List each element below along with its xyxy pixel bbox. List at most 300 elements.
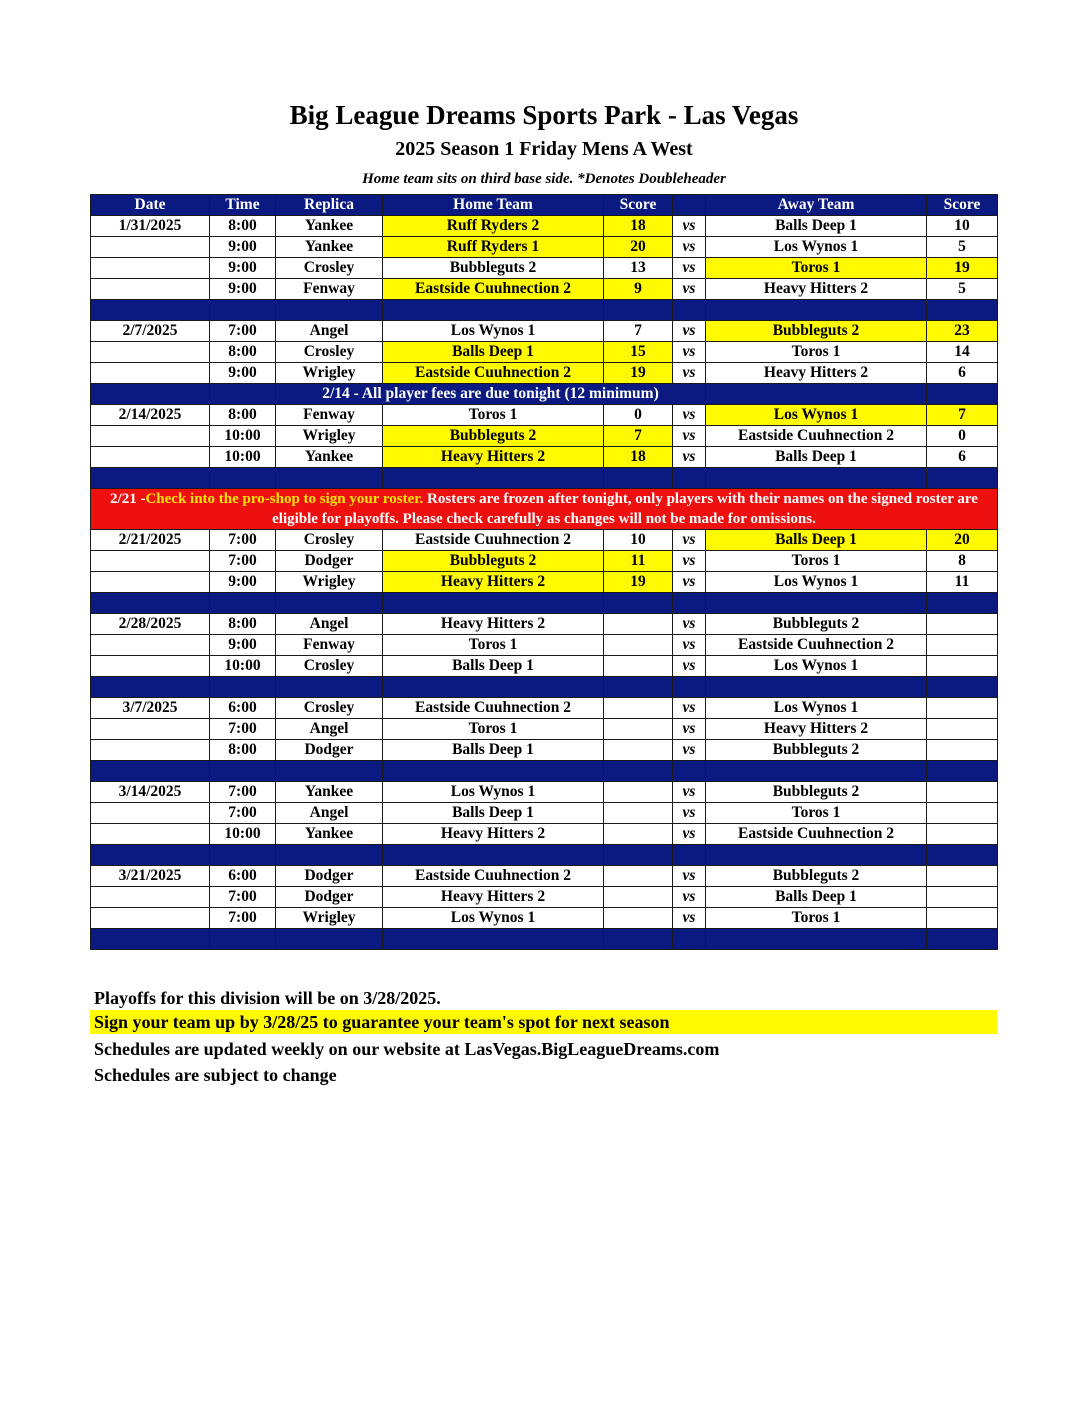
home-team-cell: Bubbleguts 2 [383,258,604,279]
field-cell: Wrigley [276,363,383,384]
vs-cell: vs [673,908,706,929]
date-cell [91,824,210,845]
away-team-cell: Balls Deep 1 [706,447,927,468]
separator-cell [276,761,383,782]
away-score-cell [927,635,998,656]
time-cell: 8:00 [210,405,276,426]
away-score-cell [927,908,998,929]
away-team-cell: Los Wynos 1 [706,237,927,258]
home-score-cell [604,782,673,803]
field-cell: Crosley [276,342,383,363]
date-cell [91,447,210,468]
away-team-cell: Bubbleguts 2 [706,614,927,635]
date-cell: 2/14/2025 [91,405,210,426]
column-header: Time [210,195,276,216]
separator-cell [210,677,276,698]
table-row [91,216,998,237]
vs-cell: vs [673,887,706,908]
time-cell: 9:00 [210,572,276,593]
field-cell: Fenway [276,635,383,656]
home-score-cell: 18 [604,216,673,237]
time-cell: 7:00 [210,321,276,342]
field-cell: Crosley [276,656,383,677]
time-cell: 9:00 [210,258,276,279]
time-cell: 6:00 [210,698,276,719]
separator-cell [210,929,276,950]
away-team-cell: Toros 1 [706,342,927,363]
field-cell: Crosley [276,258,383,279]
home-team-cell: Ruff Ryders 2 [383,216,604,237]
column-header: Date [91,195,210,216]
table-row [91,342,998,363]
separator-cell [276,677,383,698]
away-score-cell: 6 [927,363,998,384]
field-cell: Angel [276,719,383,740]
home-score-cell [604,824,673,845]
date-cell: 3/14/2025 [91,782,210,803]
separator-cell [706,300,927,321]
home-team-cell: Eastside Cuuhnection 2 [383,530,604,551]
field-cell: Crosley [276,698,383,719]
field-cell: Yankee [276,447,383,468]
date-cell [91,719,210,740]
separator-cell [927,468,998,489]
time-cell: 9:00 [210,635,276,656]
time-cell: 10:00 [210,447,276,468]
field-cell: Crosley [276,530,383,551]
away-score-cell [927,719,998,740]
vs-cell: vs [673,237,706,258]
away-team-cell: Toros 1 [706,803,927,824]
alert-lead: 2/21 - [110,491,146,507]
separator-cell [927,761,998,782]
separator-cell [706,677,927,698]
vs-cell: vs [673,740,706,761]
field-cell: Wrigley [276,426,383,447]
separator-cell [604,300,673,321]
home-score-cell [604,698,673,719]
field-cell: Dodger [276,887,383,908]
announcement-text: 2/14 - All player fees are due tonight (12 minimum) [276,384,706,405]
vs-cell: vs [673,719,706,740]
away-team-cell: Los Wynos 1 [706,572,927,593]
away-team-cell: Bubbleguts 2 [706,782,927,803]
vs-cell: vs [673,216,706,237]
separator-cell [210,845,276,866]
away-team-cell: Balls Deep 1 [706,887,927,908]
home-team-cell: Eastside Cuuhnection 2 [383,363,604,384]
separator-row [91,468,998,489]
away-score-cell: 14 [927,342,998,363]
time-cell: 8:00 [210,614,276,635]
field-cell: Dodger [276,866,383,887]
home-score-cell: 0 [604,405,673,426]
vs-cell: vs [673,342,706,363]
home-score-cell: 11 [604,551,673,572]
separator-cell [706,761,927,782]
date-cell [91,258,210,279]
table-row [91,614,998,635]
column-header: Score [927,195,998,216]
away-score-cell [927,803,998,824]
separator-cell [276,929,383,950]
separator-cell [673,677,706,698]
schedule-table [90,194,998,950]
separator-cell [210,468,276,489]
home-score-cell [604,635,673,656]
separator-cell [706,593,927,614]
date-cell [91,551,210,572]
away-score-cell: 11 [927,572,998,593]
date-cell: 3/7/2025 [91,698,210,719]
vs-cell: vs [673,656,706,677]
table-row [91,363,998,384]
column-header: Home Team [383,195,604,216]
home-team-cell: Balls Deep 1 [383,803,604,824]
date-cell: 3/21/2025 [91,866,210,887]
separator-cell [383,761,604,782]
date-cell [91,887,210,908]
vs-cell: vs [673,363,706,384]
band-cell [91,384,210,405]
table-header-row [91,195,998,216]
home-team-cell: Los Wynos 1 [383,908,604,929]
home-team-cell: Toros 1 [383,635,604,656]
table-row [91,405,998,426]
away-score-cell [927,866,998,887]
date-cell [91,635,210,656]
date-cell: 2/7/2025 [91,321,210,342]
separator-cell [383,468,604,489]
home-team-cell: Los Wynos 1 [383,782,604,803]
home-score-cell [604,614,673,635]
away-team-cell: Heavy Hitters 2 [706,279,927,300]
time-cell: 9:00 [210,279,276,300]
table-row [91,258,998,279]
home-team-cell: Heavy Hitters 2 [383,447,604,468]
field-cell: Yankee [276,216,383,237]
away-score-cell: 8 [927,551,998,572]
home-team-cell: Balls Deep 1 [383,342,604,363]
field-cell: Dodger [276,551,383,572]
date-cell [91,363,210,384]
alert-row [91,489,998,530]
separator-cell [673,845,706,866]
separator-row [91,929,998,950]
field-cell: Wrigley [276,572,383,593]
vs-cell: vs [673,866,706,887]
separator-row [91,300,998,321]
vs-cell: vs [673,572,706,593]
vs-cell: vs [673,279,706,300]
separator-cell [706,929,927,950]
home-team-cell: Bubbleguts 2 [383,551,604,572]
date-cell: 2/28/2025 [91,614,210,635]
separator-cell [91,593,210,614]
field-cell: Angel [276,614,383,635]
away-team-cell: Eastside Cuuhnection 2 [706,635,927,656]
time-cell: 6:00 [210,866,276,887]
field-cell: Fenway [276,279,383,300]
time-cell: 7:00 [210,719,276,740]
separator-cell [673,468,706,489]
home-score-cell: 7 [604,426,673,447]
separator-cell [383,677,604,698]
field-cell: Yankee [276,237,383,258]
table-row [91,656,998,677]
away-team-cell: Los Wynos 1 [706,698,927,719]
separator-cell [276,468,383,489]
date-cell [91,908,210,929]
separator-cell [706,468,927,489]
separator-row [91,677,998,698]
away-team-cell: Los Wynos 1 [706,656,927,677]
away-team-cell: Bubbleguts 2 [706,740,927,761]
separator-row [91,845,998,866]
field-cell: Dodger [276,740,383,761]
announcement-row [91,384,998,405]
date-cell [91,426,210,447]
time-cell: 9:00 [210,237,276,258]
separator-cell [604,929,673,950]
away-team-cell: Eastside Cuuhnection 2 [706,824,927,845]
vs-cell: vs [673,803,706,824]
table-row [91,887,998,908]
time-cell: 10:00 [210,656,276,677]
table-row [91,698,998,719]
date-cell [91,279,210,300]
table-row [91,279,998,300]
separator-cell [383,929,604,950]
separator-cell [604,468,673,489]
time-cell: 8:00 [210,740,276,761]
separator-cell [927,300,998,321]
separator-cell [276,593,383,614]
away-score-cell [927,740,998,761]
vs-cell: vs [673,614,706,635]
home-score-cell [604,866,673,887]
home-score-cell: 10 [604,530,673,551]
separator-cell [91,300,210,321]
away-score-cell: 10 [927,216,998,237]
separator-cell [276,300,383,321]
table-row [91,803,998,824]
table-row [91,237,998,258]
field-cell: Angel [276,803,383,824]
column-header: Away Team [706,195,927,216]
away-score-cell: 5 [927,237,998,258]
date-cell: 1/31/2025 [91,216,210,237]
vs-cell: vs [673,405,706,426]
home-score-cell: 18 [604,447,673,468]
away-score-cell [927,782,998,803]
away-team-cell: Balls Deep 1 [706,530,927,551]
separator-cell [673,929,706,950]
column-header [673,195,706,216]
away-score-cell [927,824,998,845]
separator-row [91,593,998,614]
table-row [91,447,998,468]
away-score-cell: 7 [927,405,998,426]
alert-highlight: Check into the pro-shop to sign your roster. [145,491,424,507]
away-score-cell: 19 [927,258,998,279]
separator-cell [210,761,276,782]
time-cell: 7:00 [210,803,276,824]
date-cell [91,803,210,824]
time-cell: 10:00 [210,824,276,845]
home-team-cell: Eastside Cuuhnection 2 [383,698,604,719]
vs-cell: vs [673,698,706,719]
home-score-cell [604,908,673,929]
away-score-cell: 0 [927,426,998,447]
separator-cell [383,845,604,866]
time-cell: 9:00 [210,363,276,384]
separator-cell [383,593,604,614]
separator-cell [91,468,210,489]
away-team-cell: Toros 1 [706,551,927,572]
website-notice: Schedules are updated weekly on our website at LasVegas.BigLeagueDreams.com [94,1039,720,1059]
vs-cell: vs [673,530,706,551]
page-title: Big League Dreams Sports Park - Las Vegas [289,100,799,130]
band-cell [210,384,276,405]
separator-cell [604,761,673,782]
separator-cell [604,593,673,614]
playoffs-notice: Playoffs for this division will be on 3/28/2025. [94,988,441,1008]
away-team-cell: Toros 1 [706,908,927,929]
table-row [91,824,998,845]
disclaimer-notice: Schedules are subject to change [94,1065,337,1085]
home-team-cell: Ruff Ryders 1 [383,237,604,258]
away-score-cell [927,614,998,635]
home-score-cell: 19 [604,363,673,384]
home-score-cell: 19 [604,572,673,593]
separator-cell [706,845,927,866]
field-cell: Wrigley [276,908,383,929]
home-score-cell: 20 [604,237,673,258]
table-row [91,719,998,740]
home-score-cell [604,887,673,908]
field-cell: Yankee [276,824,383,845]
time-cell: 10:00 [210,426,276,447]
schedule-note: Home team sits on third base side. *Denotes Doubleheader [362,171,726,187]
date-cell [91,237,210,258]
away-score-cell: 6 [927,447,998,468]
separator-cell [927,677,998,698]
table-row [91,635,998,656]
column-header: Score [604,195,673,216]
home-score-cell: 7 [604,321,673,342]
home-score-cell: 13 [604,258,673,279]
time-cell: 8:00 [210,216,276,237]
table-row [91,321,998,342]
band-cell [706,384,927,405]
home-team-cell: Eastside Cuuhnection 2 [383,866,604,887]
table-row [91,426,998,447]
separator-cell [91,761,210,782]
separator-row [91,761,998,782]
table-row [91,782,998,803]
home-score-cell: 9 [604,279,673,300]
vs-cell: vs [673,635,706,656]
field-cell: Fenway [276,405,383,426]
date-cell [91,656,210,677]
away-score-cell: 23 [927,321,998,342]
home-team-cell: Eastside Cuuhnection 2 [383,279,604,300]
home-team-cell: Balls Deep 1 [383,740,604,761]
away-score-cell: 5 [927,279,998,300]
home-score-cell: 15 [604,342,673,363]
time-cell: 7:00 [210,551,276,572]
away-team-cell: Balls Deep 1 [706,216,927,237]
home-team-cell: Toros 1 [383,719,604,740]
vs-cell: vs [673,551,706,572]
home-score-cell [604,719,673,740]
home-team-cell: Heavy Hitters 2 [383,614,604,635]
separator-cell [927,929,998,950]
time-cell: 7:00 [210,887,276,908]
separator-cell [927,845,998,866]
date-cell: 2/21/2025 [91,530,210,551]
separator-cell [673,593,706,614]
away-team-cell: Bubbleguts 2 [706,321,927,342]
away-score-cell: 20 [927,530,998,551]
separator-cell [673,761,706,782]
vs-cell: vs [673,824,706,845]
separator-cell [276,845,383,866]
time-cell: 7:00 [210,908,276,929]
table-row [91,740,998,761]
band-cell [927,384,998,405]
field-cell: Angel [276,321,383,342]
away-team-cell: Toros 1 [706,258,927,279]
table-row [91,908,998,929]
home-team-cell: Heavy Hitters 2 [383,824,604,845]
away-score-cell [927,887,998,908]
away-team-cell: Eastside Cuuhnection 2 [706,426,927,447]
time-cell: 7:00 [210,530,276,551]
separator-cell [91,929,210,950]
separator-cell [604,845,673,866]
vs-cell: vs [673,321,706,342]
home-team-cell: Los Wynos 1 [383,321,604,342]
away-team-cell: Bubbleguts 2 [706,866,927,887]
time-cell: 8:00 [210,342,276,363]
date-cell [91,572,210,593]
separator-cell [927,593,998,614]
home-team-cell: Bubbleguts 2 [383,426,604,447]
away-team-cell: Los Wynos 1 [706,405,927,426]
table-row [91,866,998,887]
date-cell [91,740,210,761]
home-score-cell [604,740,673,761]
home-team-cell: Heavy Hitters 2 [383,887,604,908]
column-header: Replica [276,195,383,216]
alert-text: Rosters are frozen after tonight, only players with their names on the signed roster are eligible for playoffs. Please check carefully as changes will not be made for omissions. [272,491,978,527]
time-cell: 7:00 [210,782,276,803]
separator-cell [91,845,210,866]
separator-cell [210,300,276,321]
home-score-cell [604,656,673,677]
separator-cell [673,300,706,321]
home-team-cell: Toros 1 [383,405,604,426]
home-team-cell: Balls Deep 1 [383,656,604,677]
home-team-cell: Heavy Hitters 2 [383,572,604,593]
vs-cell: vs [673,782,706,803]
table-row [91,572,998,593]
table-row [91,530,998,551]
away-team-cell: Heavy Hitters 2 [706,719,927,740]
away-team-cell: Heavy Hitters 2 [706,363,927,384]
